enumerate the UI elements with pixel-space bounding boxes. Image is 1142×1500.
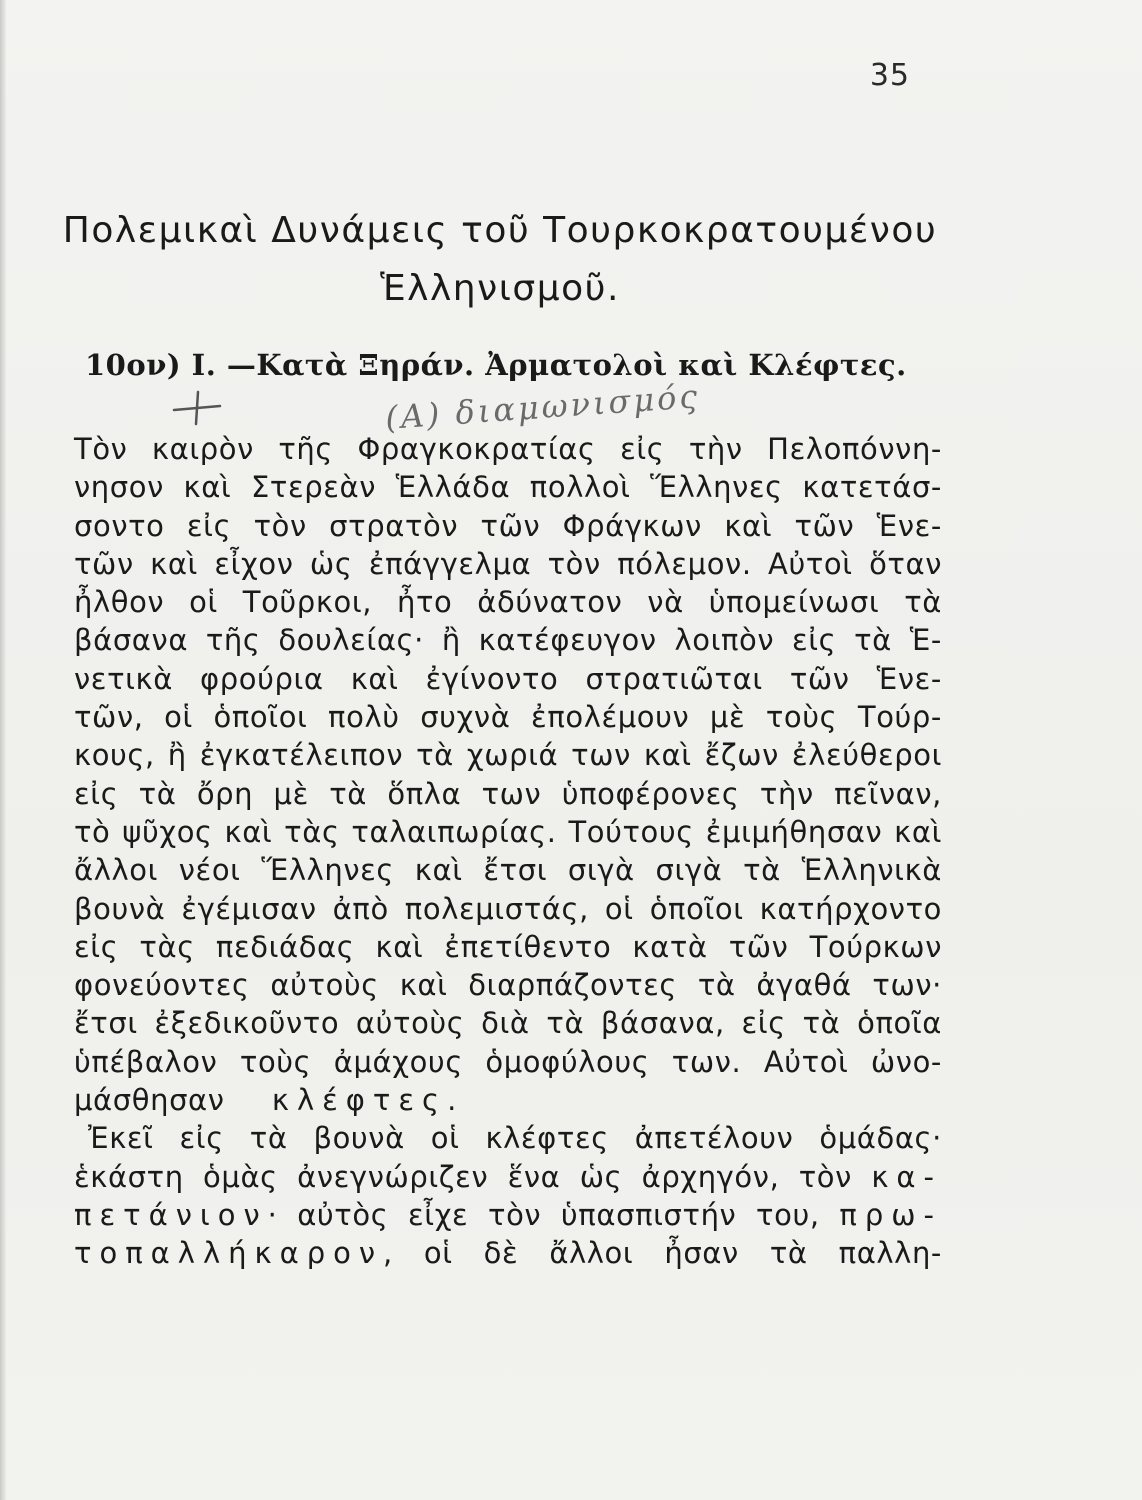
spaced-term: κλέφτες xyxy=(271,1083,448,1118)
text-line: φονεύοντες αὐτοὺς καὶ διαρπάζοντες τὰ ἀγαθά των· xyxy=(74,968,942,1003)
text-fragment: μάσθησαν xyxy=(74,1083,225,1118)
text-line: βουνὰ ἐγέμισαν ἀπὸ πολεμιστάς, οἱ ὁποῖοι κατήρχοντο xyxy=(74,891,942,926)
text-line: Ἐκεῖ εἰς τὰ βουνὰ οἱ κλέφτες ἀπετέλουν ὁμάδας· xyxy=(88,1121,942,1156)
text-line: ἔτσι ἐξεδικοῦντο αὐτοὺς διὰ τὰ βάσανα, εἰς τὰ ὁποῖα xyxy=(74,1006,942,1041)
text-line: σοντο εἰς τὸν στρατὸν τῶν Φράγκων καὶ τῶν Ἑνε- xyxy=(74,508,942,543)
text-line: εἰς τὰς πεδιάδας καὶ ἐπετίθεντο κατὰ τῶν Τούρκων xyxy=(74,929,942,964)
text-fragment: · αὐτὸς εἶχε τὸν ὑπασπιστήν του, xyxy=(267,1197,820,1232)
spaced-term: πρω- xyxy=(839,1197,942,1232)
page-number: 35 xyxy=(869,58,910,93)
text-line: νετικὰ φρούρια καὶ ἐγίνοντο στρατιῶται τῶν Ἑνε- xyxy=(74,661,942,696)
page-edge-shadow xyxy=(0,0,6,1500)
text-line: τὸ ψῦχος καὶ τὰς ταλαιπωρίας. Τούτους ἐμιμήθησαν καὶ xyxy=(74,814,942,849)
spaced-term: κα- xyxy=(871,1159,942,1194)
text-line xyxy=(74,1081,942,1119)
pencil-cross-mark-icon xyxy=(170,386,250,430)
text-fragment: , οἱ δὲ ἄλλοι ἦσαν τὰ παλλη- xyxy=(383,1236,942,1271)
text-line: βάσανα τῆς δουλείας· ἢ κατέφευγον λοιπὸν εἰς τὰ Ἑ- xyxy=(74,623,942,658)
text-fragment: ἑκάστη ὁμὰς ἀνεγνώριζεν ἕνα ὡς ἀρχηγόν, τὸν xyxy=(74,1159,852,1194)
handwritten-note: (Α) διαμωνισμός xyxy=(384,377,702,437)
text-line: ἄλλοι νέοι Ἕλληνες καὶ ἔτσι σιγὰ σιγὰ τὰ Ἑλληνικὰ xyxy=(74,853,942,888)
section-heading: 10ον) Ι. —Κατὰ Ξηράν. Ἀρματολοὶ καὶ Κλέφτες. xyxy=(85,348,907,382)
text-line xyxy=(74,1158,942,1196)
text-line: ἦλθον οἱ Τοῦρκοι, ἦτο ἀδύνατον νὰ ὑπομείνωσι τὰ xyxy=(74,585,942,620)
text-line: εἰς τὰ ὄρη μὲ τὰ ὅπλα των ὑποφέρονες τὴν πεῖναν, xyxy=(74,776,942,811)
text-fragment: . xyxy=(447,1083,457,1118)
text-line: Τὸν καιρὸν τῆς Φραγκοκρατίας εἰς τὴν Πελοπόννη- xyxy=(74,432,942,466)
text-line: τῶν καὶ εἶχον ὡς ἐπάγγελμα τὸν πόλεμον. Αὐτοὶ ὅταν xyxy=(74,546,942,581)
chapter-title-line-2: Ἑλληνισμοῦ. xyxy=(380,268,620,309)
body-text xyxy=(74,430,942,1273)
text-line: τῶν, οἱ ὁποῖοι πολὺ συχνὰ ἐπολέμουν μὲ τοὺς Τούρ- xyxy=(74,700,942,735)
text-line: νησον καὶ Στερεὰν Ἑλλάδα πολλοὶ Ἕλληνες κατετάσ- xyxy=(74,470,942,505)
spaced-term: πετάνιον xyxy=(74,1197,268,1232)
text-line: κους, ἢ ἐγκατέλειπον τὰ χωριά των καὶ ἔζων ἐλεύθεροι xyxy=(74,738,942,773)
text-line: ὑπέβαλον τοὺς ἀμάχους ὁμοφύλους των. Αὐτοὶ ὠνο- xyxy=(74,1044,942,1079)
handwritten-annotation xyxy=(170,377,702,437)
text-line xyxy=(74,1196,942,1234)
spaced-term: τοπαλλήκαρον xyxy=(74,1236,384,1271)
text-line xyxy=(74,1234,942,1272)
chapter-title-line-1: Πολεμικαὶ Δυνάμεις τοῦ Τουρκοκρατουμένου xyxy=(62,210,938,251)
